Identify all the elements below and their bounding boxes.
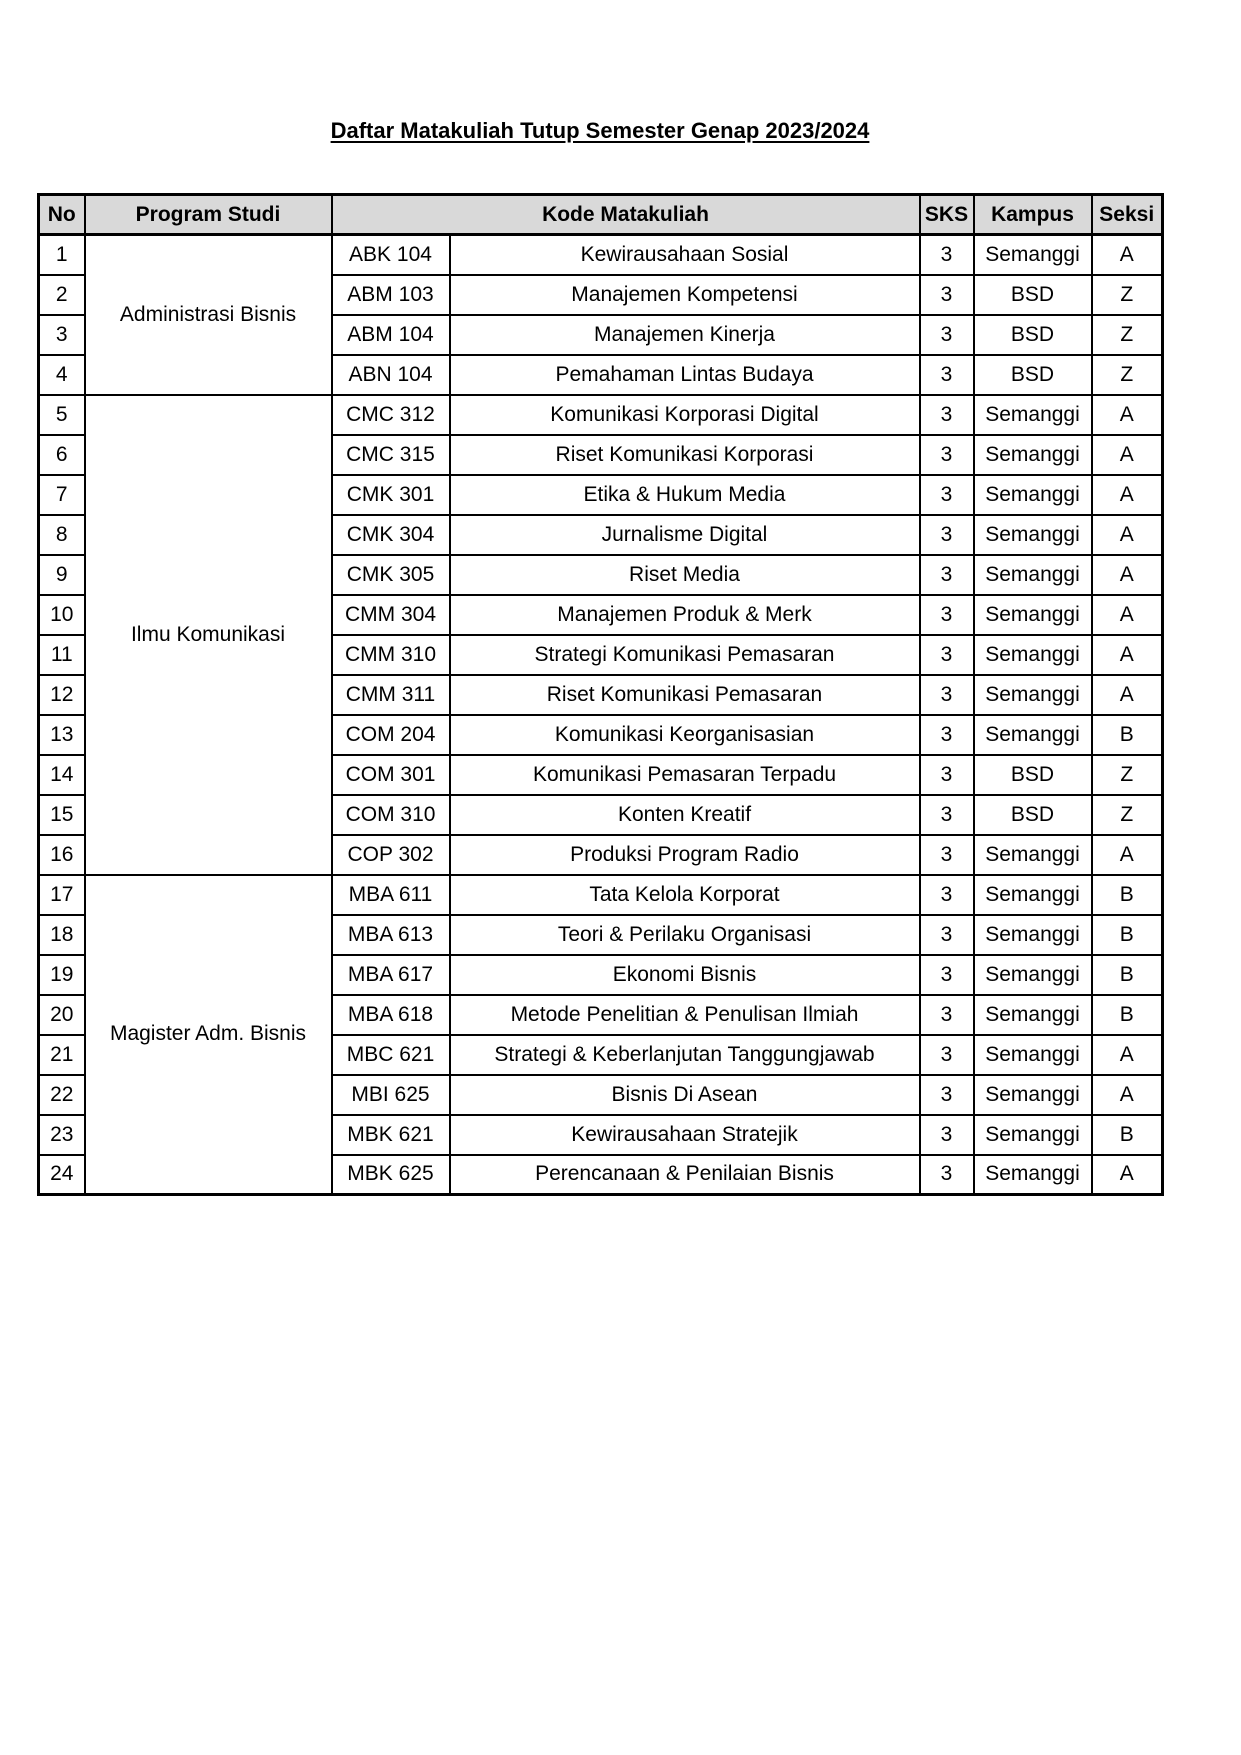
- cell-seksi: B: [1092, 955, 1163, 995]
- cell-no: 9: [39, 555, 85, 595]
- cell-kode: CMC 315: [332, 435, 450, 475]
- cell-sks: 3: [920, 275, 974, 315]
- cell-nama: Perencanaan & Penilaian Bisnis: [450, 1155, 920, 1195]
- cell-kode: CMK 304: [332, 515, 450, 555]
- cell-kode: CMM 304: [332, 595, 450, 635]
- cell-no: 8: [39, 515, 85, 555]
- cell-kampus: Semanggi: [974, 1115, 1092, 1155]
- header-sks: SKS: [920, 195, 974, 235]
- cell-sks: 3: [920, 955, 974, 995]
- cell-nama: Etika & Hukum Media: [450, 475, 920, 515]
- cell-no: 15: [39, 795, 85, 835]
- cell-no: 19: [39, 955, 85, 995]
- cell-nama: Manajemen Produk & Merk: [450, 595, 920, 635]
- cell-nama: Bisnis Di Asean: [450, 1075, 920, 1115]
- cell-kampus: Semanggi: [974, 1075, 1092, 1115]
- cell-no: 5: [39, 395, 85, 435]
- cell-seksi: A: [1092, 395, 1163, 435]
- cell-seksi: A: [1092, 475, 1163, 515]
- cell-sks: 3: [920, 475, 974, 515]
- cell-kampus: BSD: [974, 315, 1092, 355]
- cell-sks: 3: [920, 555, 974, 595]
- cell-no: 17: [39, 875, 85, 915]
- cell-sks: 3: [920, 635, 974, 675]
- cell-seksi: A: [1092, 675, 1163, 715]
- cell-kampus: Semanggi: [974, 555, 1092, 595]
- cell-sks: 3: [920, 515, 974, 555]
- cell-kode: MBA 618: [332, 995, 450, 1035]
- cell-kode: MBA 611: [332, 875, 450, 915]
- cell-nama: Riset Komunikasi Korporasi: [450, 435, 920, 475]
- cell-kode: ABK 104: [332, 235, 450, 275]
- cell-kampus: BSD: [974, 355, 1092, 395]
- cell-nama: Riset Komunikasi Pemasaran: [450, 675, 920, 715]
- cell-sks: 3: [920, 595, 974, 635]
- cell-no: 14: [39, 755, 85, 795]
- cell-seksi: A: [1092, 235, 1163, 275]
- cell-no: 10: [39, 595, 85, 635]
- cell-kode: MBI 625: [332, 1075, 450, 1115]
- cell-seksi: A: [1092, 435, 1163, 475]
- cell-nama: Metode Penelitian & Penulisan Ilmiah: [450, 995, 920, 1035]
- cell-seksi: Z: [1092, 315, 1163, 355]
- header-no: No: [39, 195, 85, 235]
- cell-kampus: Semanggi: [974, 395, 1092, 435]
- cell-kode: CMK 301: [332, 475, 450, 515]
- cell-kampus: Semanggi: [974, 235, 1092, 275]
- cell-nama: Ekonomi Bisnis: [450, 955, 920, 995]
- cell-kode: MBK 625: [332, 1155, 450, 1195]
- cell-seksi: A: [1092, 1075, 1163, 1115]
- cell-seksi: Z: [1092, 275, 1163, 315]
- cell-nama: Kewirausahaan Sosial: [450, 235, 920, 275]
- header-program-studi: Program Studi: [85, 195, 332, 235]
- cell-no: 3: [39, 315, 85, 355]
- cell-kode: ABM 104: [332, 315, 450, 355]
- cell-sks: 3: [920, 1075, 974, 1115]
- cell-nama: Komunikasi Korporasi Digital: [450, 395, 920, 435]
- cell-sks: 3: [920, 795, 974, 835]
- table-row: [39, 235, 1163, 275]
- cell-sks: 3: [920, 355, 974, 395]
- cell-sks: 3: [920, 1115, 974, 1155]
- cell-kode: COP 302: [332, 835, 450, 875]
- cell-kode: CMC 312: [332, 395, 450, 435]
- cell-kampus: BSD: [974, 795, 1092, 835]
- cell-nama: Produksi Program Radio: [450, 835, 920, 875]
- cell-nama: Riset Media: [450, 555, 920, 595]
- cell-kampus: Semanggi: [974, 875, 1092, 915]
- header-kode-matakuliah: Kode Matakuliah: [332, 195, 920, 235]
- cell-sks: 3: [920, 435, 974, 475]
- cell-sks: 3: [920, 395, 974, 435]
- cell-no: 16: [39, 835, 85, 875]
- cell-sks: 3: [920, 675, 974, 715]
- cell-kode: COM 301: [332, 755, 450, 795]
- cell-no: 18: [39, 915, 85, 955]
- cell-no: 20: [39, 995, 85, 1035]
- cell-kampus: Semanggi: [974, 1155, 1092, 1195]
- table-body: [39, 235, 1163, 1195]
- cell-sks: 3: [920, 755, 974, 795]
- cell-seksi: A: [1092, 555, 1163, 595]
- cell-nama: Komunikasi Pemasaran Terpadu: [450, 755, 920, 795]
- cell-seksi: B: [1092, 1115, 1163, 1155]
- cell-seksi: A: [1092, 515, 1163, 555]
- cell-kode: COM 310: [332, 795, 450, 835]
- cell-no: 6: [39, 435, 85, 475]
- cell-sks: 3: [920, 875, 974, 915]
- cell-seksi: A: [1092, 1155, 1163, 1195]
- cell-program-studi: Administrasi Bisnis: [85, 235, 332, 395]
- table-row: [39, 875, 1163, 915]
- cell-no: 2: [39, 275, 85, 315]
- table-header-row: [39, 195, 1163, 235]
- cell-kode: MBA 613: [332, 915, 450, 955]
- cell-kampus: Semanggi: [974, 595, 1092, 635]
- cell-kode: COM 204: [332, 715, 450, 755]
- cell-seksi: A: [1092, 595, 1163, 635]
- cell-kode: ABN 104: [332, 355, 450, 395]
- cell-nama: Konten Kreatif: [450, 795, 920, 835]
- cell-kode: CMK 305: [332, 555, 450, 595]
- cell-no: 24: [39, 1155, 85, 1195]
- cell-nama: Kewirausahaan Stratejik: [450, 1115, 920, 1155]
- header-kampus: Kampus: [974, 195, 1092, 235]
- cell-seksi: A: [1092, 835, 1163, 875]
- cell-nama: Teori & Perilaku Organisasi: [450, 915, 920, 955]
- cell-kampus: Semanggi: [974, 915, 1092, 955]
- cell-seksi: Z: [1092, 755, 1163, 795]
- cell-program-studi: Magister Adm. Bisnis: [85, 875, 332, 1195]
- cell-nama: Manajemen Kompetensi: [450, 275, 920, 315]
- cell-sks: 3: [920, 995, 974, 1035]
- cell-kode: ABM 103: [332, 275, 450, 315]
- cell-nama: Pemahaman Lintas Budaya: [450, 355, 920, 395]
- cell-nama: Jurnalisme Digital: [450, 515, 920, 555]
- cell-seksi: B: [1092, 875, 1163, 915]
- cell-seksi: A: [1092, 635, 1163, 675]
- cell-sks: 3: [920, 835, 974, 875]
- cell-no: 4: [39, 355, 85, 395]
- cell-seksi: Z: [1092, 355, 1163, 395]
- cell-no: 12: [39, 675, 85, 715]
- cell-sks: 3: [920, 1035, 974, 1075]
- cell-kampus: Semanggi: [974, 1035, 1092, 1075]
- cell-sks: 3: [920, 315, 974, 355]
- cell-kode: MBK 621: [332, 1115, 450, 1155]
- cell-no: 11: [39, 635, 85, 675]
- cell-kode: MBC 621: [332, 1035, 450, 1075]
- cell-nama: Tata Kelola Korporat: [450, 875, 920, 915]
- cell-kampus: BSD: [974, 755, 1092, 795]
- cell-kampus: Semanggi: [974, 435, 1092, 475]
- cell-no: 23: [39, 1115, 85, 1155]
- cell-nama: Komunikasi Keorganisasian: [450, 715, 920, 755]
- page-title: Daftar Matakuliah Tutup Semester Genap 2023/2024: [330, 118, 870, 143]
- cell-nama: Strategi Komunikasi Pemasaran: [450, 635, 920, 675]
- cell-sks: 3: [920, 915, 974, 955]
- cell-seksi: Z: [1092, 795, 1163, 835]
- course-table: [37, 193, 1164, 1196]
- cell-no: 1: [39, 235, 85, 275]
- cell-kampus: Semanggi: [974, 475, 1092, 515]
- cell-seksi: A: [1092, 1035, 1163, 1075]
- cell-seksi: B: [1092, 715, 1163, 755]
- cell-kampus: Semanggi: [974, 635, 1092, 675]
- cell-kampus: BSD: [974, 275, 1092, 315]
- cell-kode: MBA 617: [332, 955, 450, 995]
- cell-sks: 3: [920, 235, 974, 275]
- cell-kampus: Semanggi: [974, 515, 1092, 555]
- cell-sks: 3: [920, 1155, 974, 1195]
- cell-seksi: B: [1092, 915, 1163, 955]
- cell-kode: CMM 311: [332, 675, 450, 715]
- cell-sks: 3: [920, 715, 974, 755]
- cell-no: 13: [39, 715, 85, 755]
- header-seksi: Seksi: [1092, 195, 1163, 235]
- cell-nama: Strategi & Keberlanjutan Tanggungjawab: [450, 1035, 920, 1075]
- cell-kode: CMM 310: [332, 635, 450, 675]
- cell-no: 22: [39, 1075, 85, 1115]
- cell-kampus: Semanggi: [974, 995, 1092, 1035]
- cell-program-studi: Ilmu Komunikasi: [85, 395, 332, 875]
- cell-kampus: Semanggi: [974, 715, 1092, 755]
- cell-kampus: Semanggi: [974, 955, 1092, 995]
- cell-kampus: Semanggi: [974, 835, 1092, 875]
- table-row: [39, 395, 1163, 435]
- cell-seksi: B: [1092, 995, 1163, 1035]
- cell-nama: Manajemen Kinerja: [450, 315, 920, 355]
- cell-no: 21: [39, 1035, 85, 1075]
- cell-kampus: Semanggi: [974, 675, 1092, 715]
- cell-no: 7: [39, 475, 85, 515]
